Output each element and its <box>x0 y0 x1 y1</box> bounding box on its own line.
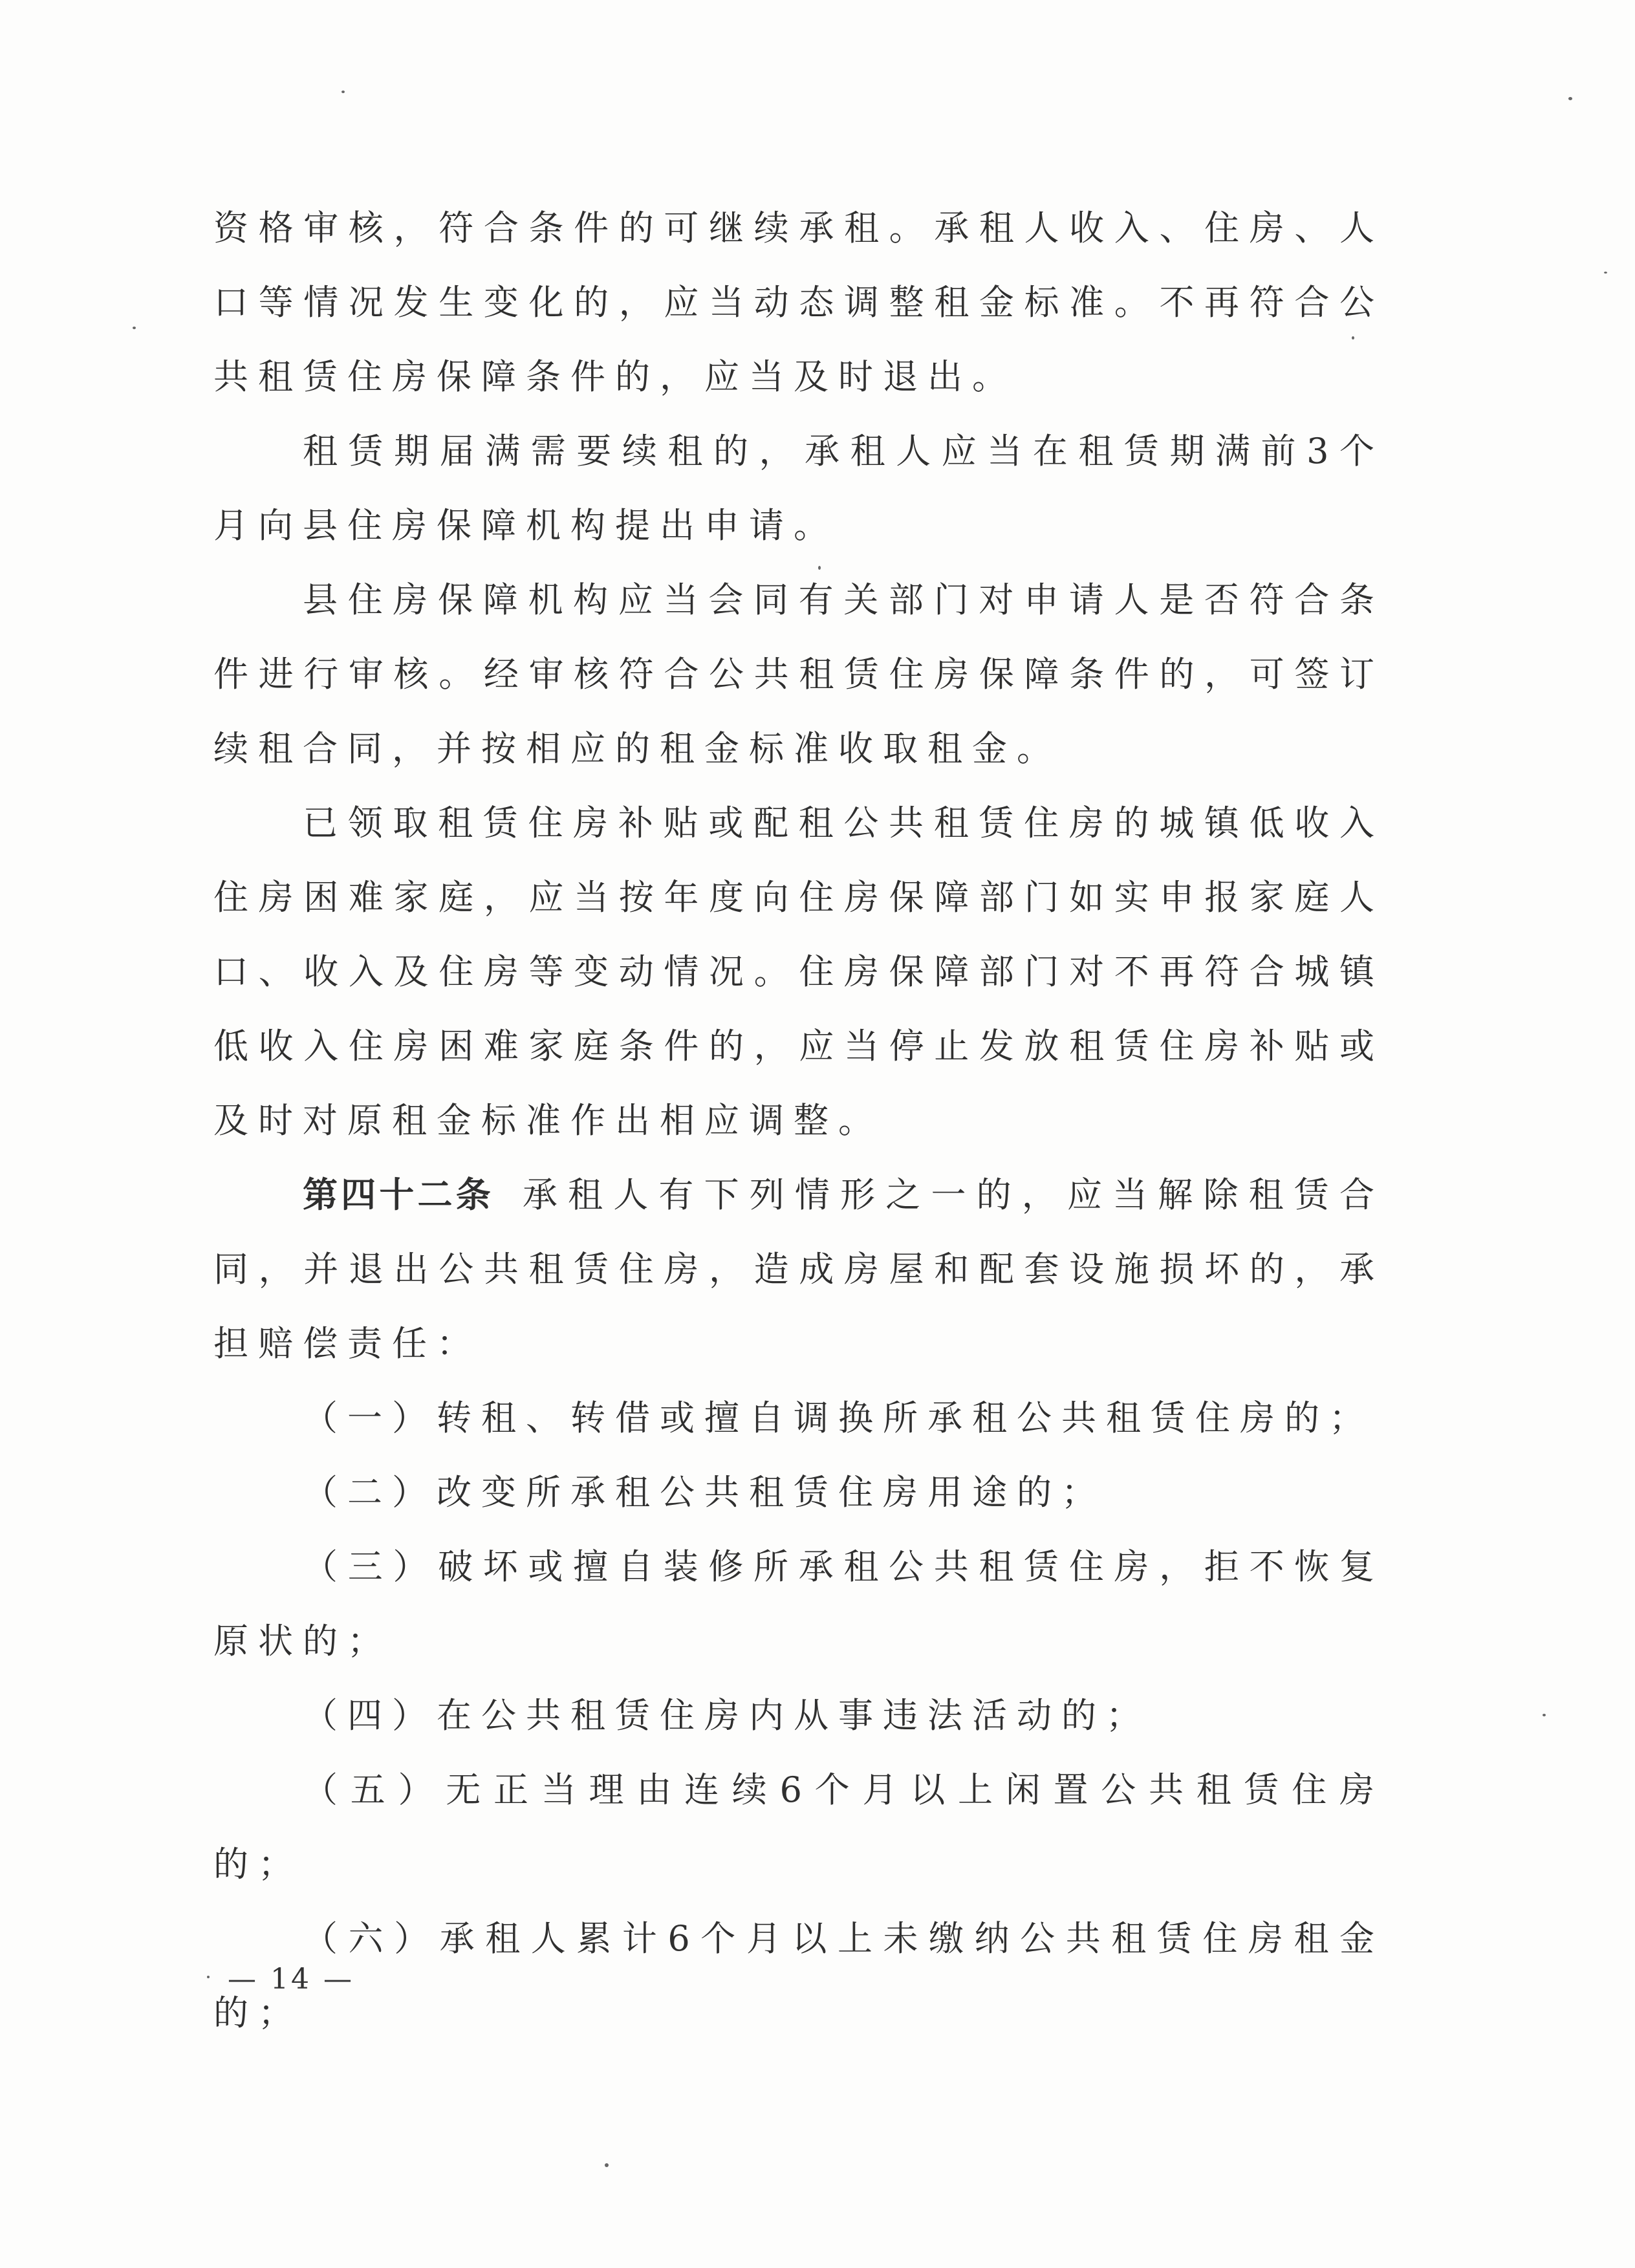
scan-speck <box>207 1976 210 1978</box>
scan-speck <box>1604 272 1607 274</box>
scan-speck <box>818 566 821 570</box>
scan-speck <box>341 91 345 93</box>
list-item: （一）转租、转借或擅自调换所承租公共租赁住房的； <box>303 1398 1374 1438</box>
scan-speck <box>133 327 136 329</box>
list-item: （六）承租人累计6个月以上未缴纳公共租赁住房租金的； <box>213 1918 1384 2033</box>
document-body <box>213 191 1384 2050</box>
scan-speck <box>1352 336 1354 340</box>
list-item: （三）破坏或擅自装修所承租公共租赁住房，拒不恢复原状的； <box>213 1546 1384 1661</box>
article-42-heading: 第四十二条 <box>303 1174 494 1215</box>
article-42-body: 承租人有下列情形之一的，应当解除租赁合同，并退出公共租赁住房，造成房屋和配套设施损坏的，承担赔偿责任： <box>213 1174 1385 1364</box>
list-item: （五）无正当理由连续6个月以上闲置公共租赁住房的； <box>213 1769 1384 1885</box>
scan-speck <box>1568 97 1572 100</box>
list-item: （二）改变所承租公共租赁住房用途的； <box>303 1472 1106 1513</box>
paragraph-annual-report: 已领取租赁住房补贴或配租公共租赁住房的城镇低收入住房困难家庭，应当按年度向住房保障部门如实申报家庭人口、收入及住房等变动情况。住房保障部门对不再符合城镇低收入住房困难家庭条件的，应当停止发放租赁住房补贴或及时对原租金标准作出相应调整。 <box>213 803 1384 1141</box>
page-number: — 14 — <box>228 1963 354 1996</box>
paragraph-review: 县住房保障机构应当会同有关部门对申请人是否符合条件进行审核。经审核符合公共租赁住房保障条件的，可签订续租合同，并按相应的租金标准收取租金。 <box>213 579 1384 769</box>
paragraph-renewal: 租赁期届满需要续租的，承租人应当在租赁期满前3个月向县住房保障机构提出申请。 <box>213 431 1384 546</box>
paragraph-continued: 资格审核，符合条件的可继续承租。承租人收入、住房、人口等情况发生变化的，应当动态调整租金标准。不再符合公共租赁住房保障条件的，应当及时退出。 <box>213 208 1384 397</box>
article-42 <box>213 1158 1384 1381</box>
scan-speck <box>1543 1714 1546 1716</box>
scan-speck <box>605 2163 609 2167</box>
list-item: （四）在公共租赁住房内从事违法活动的； <box>303 1695 1151 1736</box>
